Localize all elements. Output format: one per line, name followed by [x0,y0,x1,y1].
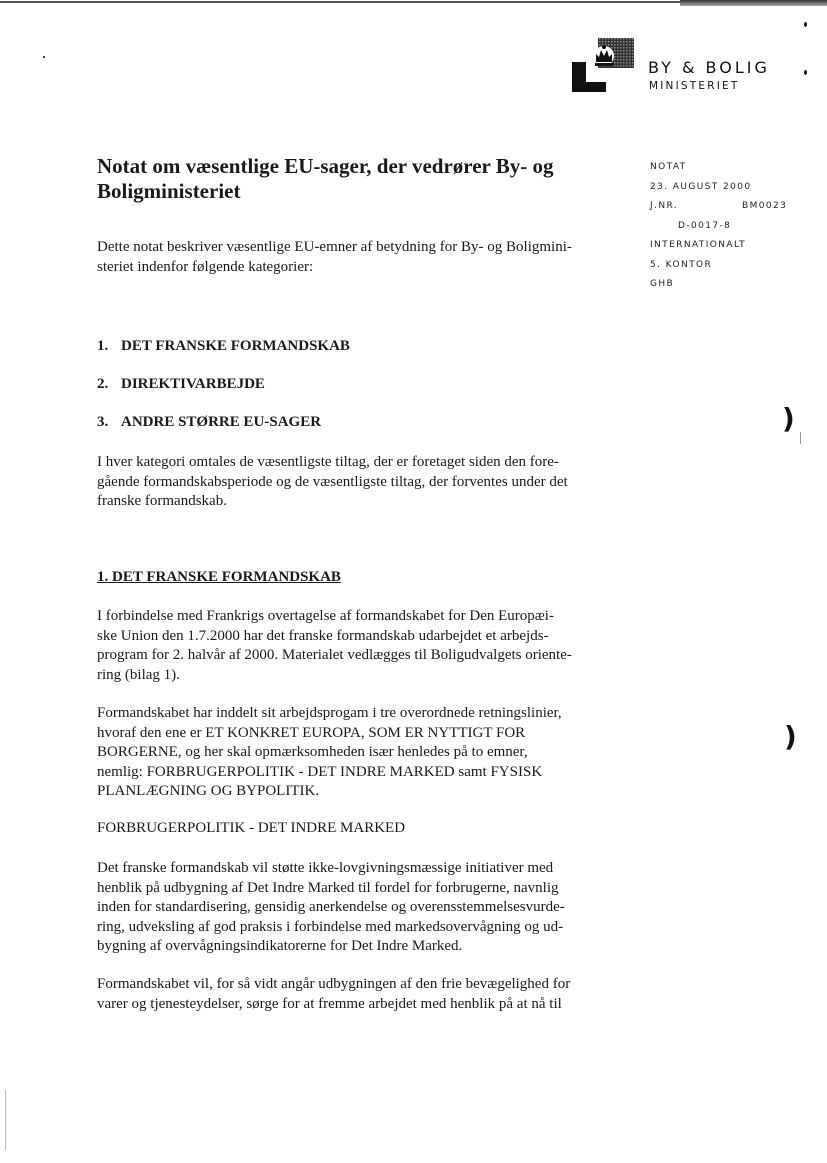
text-line: steriet indenfor følgende kategorier: [97,258,314,275]
category-item [97,338,350,355]
text-line: I hver kategori omtales de væsentligste tiltag, der er foretaget siden den fore- [97,454,559,470]
paragraph [97,607,620,685]
text-line: bygning af overvågningsindikatorerne for Det Indre Marked. [97,938,463,954]
text-line: inden for standardisering, gensidig anerkendelse og overensstemmelsesvurde- [97,899,565,915]
scan-edge-shadow [680,0,827,6]
title-line: Boligministeriet [97,179,241,203]
category-number: 3. [97,414,109,430]
meta-initials: GHB [650,279,675,289]
text-line: Formandskabet har inddelt sit arbejdsprogam i tre overordnede retningslinier, [97,705,562,721]
category-number: 2. [97,376,109,392]
text-line: gående formandskabsperiode og de væsentligste tiltag, der forventes under det [97,473,568,490]
category-label: ANDRE STØRRE EU-SAGER [121,414,322,430]
category-item [97,414,321,431]
category-number: 1. [97,338,109,354]
summary-paragraph [97,453,620,512]
document-title [97,154,617,204]
text-line: ring, udveksling af god praksis i forbindelse med markedsovervågning og ud- [97,918,564,935]
text-line: nemlig: FORBRUGERPOLITIK - DET INDRE MARKED samt FYSISK [97,763,543,780]
meta-department: INTERNATIONALT [650,240,747,250]
scan-speck [43,56,45,58]
scan-margin-line [5,1090,6,1150]
meta-jnr [650,197,800,217]
intro-paragraph [97,238,620,277]
scan-speck [804,70,807,75]
text-line: BORGERNE, og her skal opmærksomheden især henledes på to emner, [97,744,528,760]
category-label: DET FRANSKE FORMANDSKAB [121,338,350,354]
text-line: franske formandskab. [97,493,227,509]
category-item [97,376,265,393]
binder-hole-mark: ) [782,402,795,435]
scan-tick [800,432,801,444]
paragraph [97,975,620,1014]
meta-type: NOTAT [650,162,687,172]
meta-date: 23. AUGUST 2000 [650,181,752,192]
text-line: Dette notat beskriver væsentlige EU-emner af betydning for By- og Boligmini- [97,239,572,255]
ministry-name: BY & BOLIG [648,58,770,77]
text-line: hvoraf den ene er ET KONKRET EUROPA, SOM ER NYTTIGT FOR [97,724,526,741]
ministry-crown-logo-icon [572,38,634,94]
category-label: DIREKTIVARBEJDE [121,376,265,392]
text-line: ring (bilag 1). [97,666,180,683]
text-line: ske Union den 1.7.2000 har det franske formandskab udarbejdet et arbejds- [97,627,549,644]
meta-jnr-sub: D-0017-8 [678,220,732,231]
text-line: Det franske formandskab vil støtte ikke-lovgivningsmæssige initiativer med [97,860,554,876]
document-metadata [650,158,800,295]
text-line: program for 2. halvår af 2000. Materialet vedlægges til Boligudvalgets oriente- [97,647,572,663]
binder-hole-mark: ) [784,720,797,753]
text-line: PLANLÆGNING OG BYPOLITIK. [97,783,320,799]
paragraph [97,859,620,957]
text-line: henblik på udbygning af Det Indre Marked til fordel for forbrugerne, navnlig [97,879,559,896]
paragraph [97,704,620,802]
text-line: I forbindelse med Frankrigs overtagelse af formandskabet for Den Europæi- [97,608,554,624]
scan-speck [804,22,807,27]
title-line: Notat om væsentlige EU-sager, der vedrører By- og [97,154,554,178]
meta-jnr-code: BM0023 [742,201,788,211]
meta-office: 5. KONTOR [650,259,713,270]
meta-jnr-label: J.NR. [650,201,679,211]
text-line: varer og tjenesteydelser, sørge for at fremme arbejdet med henblik på at nå til [97,995,562,1012]
ministry-subname: MINISTERIET [649,80,740,92]
text-line: Formandskabet vil, for så vidt angår udbygningen af den frie bevægelighed for [97,976,571,992]
subheading: FORBRUGERPOLITIK - DET INDRE MARKED [97,820,406,836]
section-heading: 1. DET FRANSKE FORMANDSKAB [97,569,341,585]
